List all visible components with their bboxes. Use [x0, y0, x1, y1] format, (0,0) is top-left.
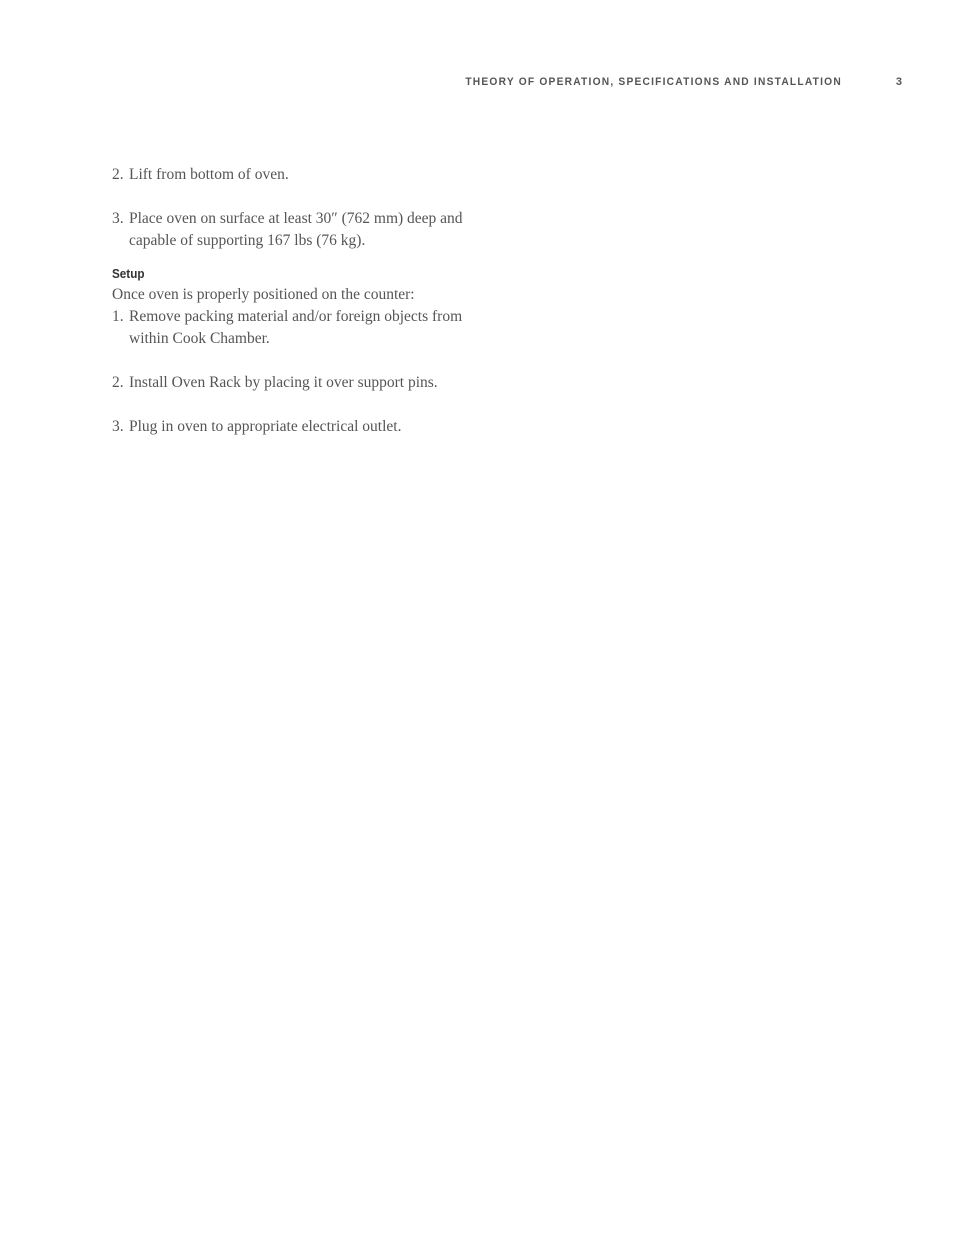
- step-number: 1.: [112, 308, 124, 325]
- step-number: 3.: [112, 210, 124, 227]
- page-number: 3: [895, 76, 902, 88]
- running-header: [0, 76, 954, 92]
- setup-step-1: [112, 306, 492, 350]
- step-text: Install Oven Rack by placing it over support pins.: [129, 374, 438, 391]
- header-title: THEORY OF OPERATION, SPECIFICATIONS AND INSTALLATION: [465, 76, 842, 88]
- step-number: 3.: [112, 418, 124, 435]
- setup-heading: Setup: [112, 266, 145, 281]
- step-text: Lift from bottom of oven.: [129, 166, 289, 183]
- install-step-3: [112, 208, 492, 252]
- setup-step-3: [112, 416, 492, 438]
- step-text: Plug in oven to appropriate electrical outlet.: [129, 418, 402, 435]
- page-content: [112, 164, 492, 438]
- step-number: 2.: [112, 374, 124, 391]
- setup-step-2: [112, 372, 492, 394]
- step-text: Remove packing material and/or foreign objects from within Cook Chamber.: [129, 308, 463, 347]
- step-number: 2.: [112, 166, 124, 183]
- install-step-2: [112, 164, 492, 186]
- setup-intro: Once oven is properly positioned on the counter:: [112, 286, 415, 303]
- step-text: Place oven on surface at least 30″ (762 mm) deep and capable of supporting 167 lbs (76 kg).: [129, 210, 463, 249]
